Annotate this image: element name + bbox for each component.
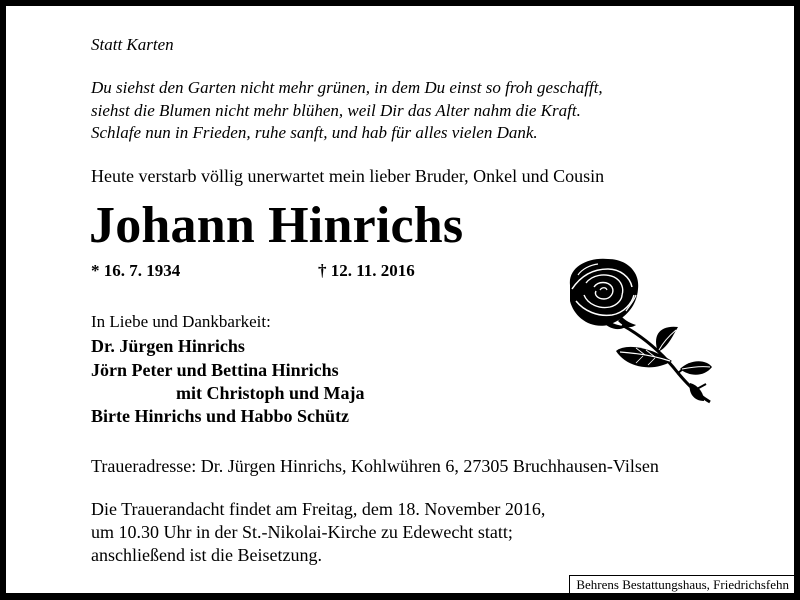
mourning-address: Traueradresse: Dr. Jürgen Hinrichs, Kohlwühren 6, 27305 Bruchhausen-Vilsen bbox=[91, 456, 659, 476]
service-line-1: Die Trauerandacht findet am Freitag, dem 18. November 2016, bbox=[91, 499, 546, 519]
undertaker-label: Behrens Bestattungshaus, Friedrichsfehn bbox=[569, 575, 794, 593]
death-date: † 12. 11. 2016 bbox=[318, 261, 415, 280]
deceased-name: Johann Hinrichs bbox=[89, 197, 464, 254]
intro-text: Heute verstarb völlig unerwartet mein lieber Bruder, Onkel und Cousin bbox=[91, 166, 605, 186]
service-line-2: um 10.30 Uhr in der St.-Nikolai-Kirche zu Edewecht statt; bbox=[91, 522, 513, 542]
poem-line-3: Schlafe nun in Frieden, ruhe sanft, und hab für alles vielen Dank. bbox=[91, 123, 538, 142]
poem-line-2: siehst die Blumen nicht mehr blühen, weil Dir das Alter nahm die Kraft. bbox=[91, 101, 581, 120]
notice-header: Statt Karten bbox=[91, 35, 174, 54]
mourner-4: Birte Hinrichs und Habbo Schütz bbox=[91, 406, 350, 426]
rose-icon bbox=[560, 255, 720, 405]
poem-line-1: Du siehst den Garten nicht mehr grünen, in dem Du einst so froh geschafft, bbox=[91, 78, 603, 97]
mourner-2: Jörn Peter und Bettina Hinrichs bbox=[91, 360, 339, 380]
mourner-1: Dr. Jürgen Hinrichs bbox=[91, 336, 245, 356]
birth-date: * 16. 7. 1934 bbox=[91, 261, 181, 280]
mourner-3: mit Christoph und Maja bbox=[176, 383, 365, 403]
gratitude-line: In Liebe und Dankbarkeit: bbox=[91, 312, 271, 331]
service-line-3: anschließend ist die Beisetzung. bbox=[91, 545, 322, 565]
